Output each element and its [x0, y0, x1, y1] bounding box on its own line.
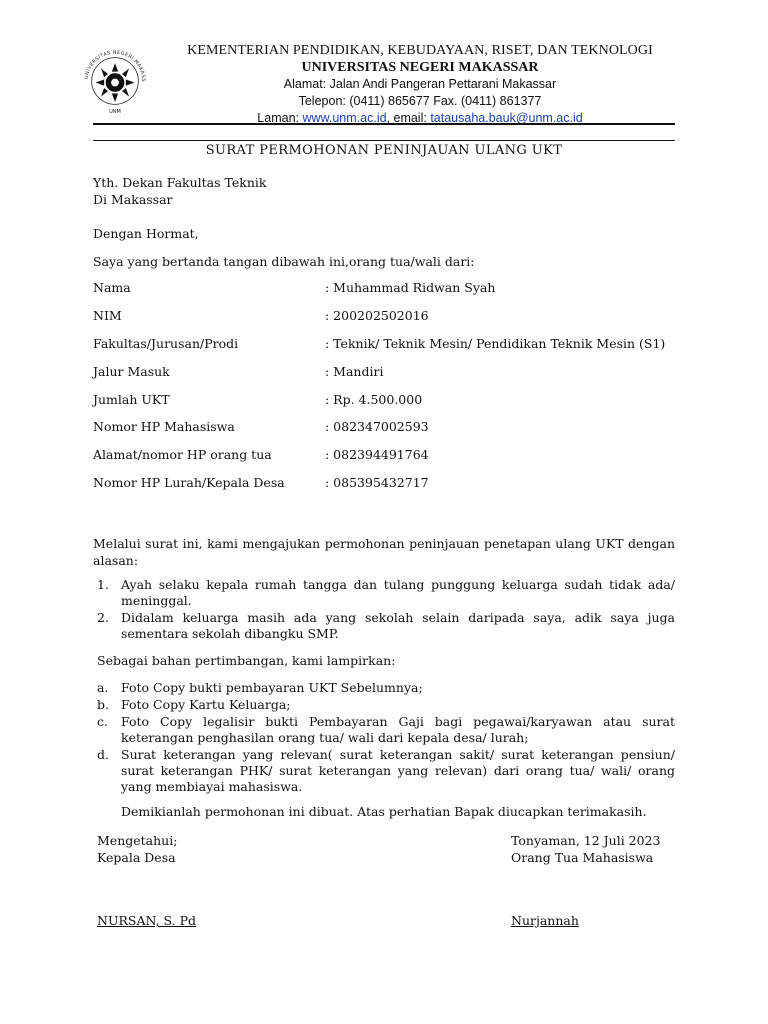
field-label: Nama: [93, 280, 131, 295]
field-label: NIM: [93, 308, 122, 323]
recipient-line-1: Yth. Dekan Fakultas Teknik: [93, 175, 267, 190]
list-item: [97, 577, 675, 609]
attachments-list: [97, 680, 675, 796]
university-address: Alamat: Jalan Andi Pangeran Pettarani Makassar: [283, 77, 557, 91]
field-value: : Muhammad Ridwan Syah: [325, 280, 496, 295]
signature-right-line-1: Tonyaman, 12 Juli 2023: [511, 833, 661, 848]
field-label: Fakultas/Jurusan/Prodi: [93, 336, 239, 351]
university-phone: Telepon: (0411) 865677 Fax. (0411) 861377: [298, 94, 542, 108]
field-label: Nomor HP Mahasiswa: [93, 419, 235, 434]
signature-left-name: NURSAN, S. Pd: [97, 913, 197, 928]
email-link[interactable]: tatausaha.bauk@unm.ac.id: [430, 111, 583, 125]
letterhead: [120, 42, 720, 127]
email-label: , email:: [386, 111, 427, 125]
signature-left-line-2: Kepala Desa: [97, 850, 176, 865]
field-value: : 082394491764: [325, 447, 429, 462]
website-link[interactable]: www.unm.ac.id: [302, 111, 387, 125]
request-paragraph: Melalui surat ini, kami mengajukan permohonan peninjauan penetapan ulang UKT dengan alasan:: [93, 536, 675, 568]
field-label: Jumlah UKT: [93, 392, 170, 407]
signature-right-name: Nurjannah: [511, 913, 579, 928]
field-label: Jalur Masuk: [93, 364, 170, 379]
list-item: [97, 680, 675, 696]
list-text: Didalam keluarga masih ada yang sekolah selain daripada saya, adik saya juga sementara sekolah dibangku SMP.: [121, 610, 675, 641]
letterhead-rule-thin: [93, 140, 675, 141]
list-marker: c.: [97, 714, 108, 729]
attachments-intro: Sebagai bahan pertimbangan, kami lampirkan:: [97, 653, 396, 668]
list-text: Foto Copy legalisir bukti Pembayaran Gaji bagi pegawai/karyawan atau surat keterangan penghasilan orang tua/ wali dari kepala desa/ lurah;: [121, 714, 675, 745]
reasons-list: [97, 577, 675, 643]
list-item: [97, 697, 675, 713]
field-value: : Mandiri: [325, 364, 384, 379]
list-marker: b.: [97, 697, 109, 712]
greeting: Dengan Hormat,: [93, 226, 199, 241]
signature-right: [511, 832, 660, 866]
list-item: [97, 714, 675, 746]
letterhead-rule-thick: [93, 123, 675, 125]
closing-text: Demikianlah permohonan ini dibuat. Atas perhatian Bapak diucapkan terimakasih.: [121, 804, 647, 819]
field-label: Alamat/nomor HP orang tua: [93, 447, 272, 462]
ministry-name: KEMENTERIAN PENDIDIKAN, KEBUDAYAAN, RISET, DAN TEKNOLOGI: [187, 43, 653, 58]
list-item: [97, 747, 675, 795]
list-marker: 2.: [97, 610, 109, 625]
field-value: : Rp. 4.500.000: [325, 392, 423, 407]
recipient-line-2: Di Makassar: [93, 192, 173, 207]
signature-left-line-1: Mengetahui;: [97, 833, 178, 848]
list-item: [97, 610, 675, 642]
logo-abbr: UNM: [109, 108, 121, 115]
field-value: : 082347002593: [325, 419, 429, 434]
intro-text: Saya yang bertanda tangan dibawah ini,orang tua/wali dari:: [93, 254, 475, 269]
field-label: Nomor HP Lurah/Kepala Desa: [93, 475, 285, 490]
list-marker: 1.: [97, 577, 109, 592]
field-value: : Teknik/ Teknik Mesin/ Pendidikan Teknik Mesin (S1): [325, 336, 666, 351]
signature-left: [97, 832, 177, 866]
university-name: UNIVERSITAS NEGERI MAKASSAR: [301, 60, 539, 75]
list-text: Ayah selaku kepala rumah tangga dan tulang punggung keluarga sudah tidak ada/ meninggal.: [121, 577, 675, 608]
logo-ring-text: UNIVERSITAS NEGERI MAKASS: [84, 50, 146, 83]
list-text: Foto Copy Kartu Keluarga;: [121, 697, 291, 712]
letter-title: SURAT PERMOHONAN PENINJAUAN ULANG UKT: [205, 143, 563, 158]
field-value: : 085395432717: [325, 475, 429, 490]
list-marker: a.: [97, 680, 109, 695]
list-text: Foto Copy bukti pembayaran UKT Sebelumnya;: [121, 680, 423, 695]
list-text: Surat keterangan yang relevan( surat keterangan sakit/ surat keterangan pensiun/ surat keterangan PHK/ surat keterangan yang relevan) dari orang tua/ wali/ orang yang membiayai mahasiswa.: [121, 747, 675, 794]
signature-right-line-2: Orang Tua Mahasiswa: [511, 850, 654, 865]
website-label: Laman:: [257, 111, 299, 125]
list-marker: d.: [97, 747, 109, 762]
field-value: : 200202502016: [325, 308, 429, 323]
